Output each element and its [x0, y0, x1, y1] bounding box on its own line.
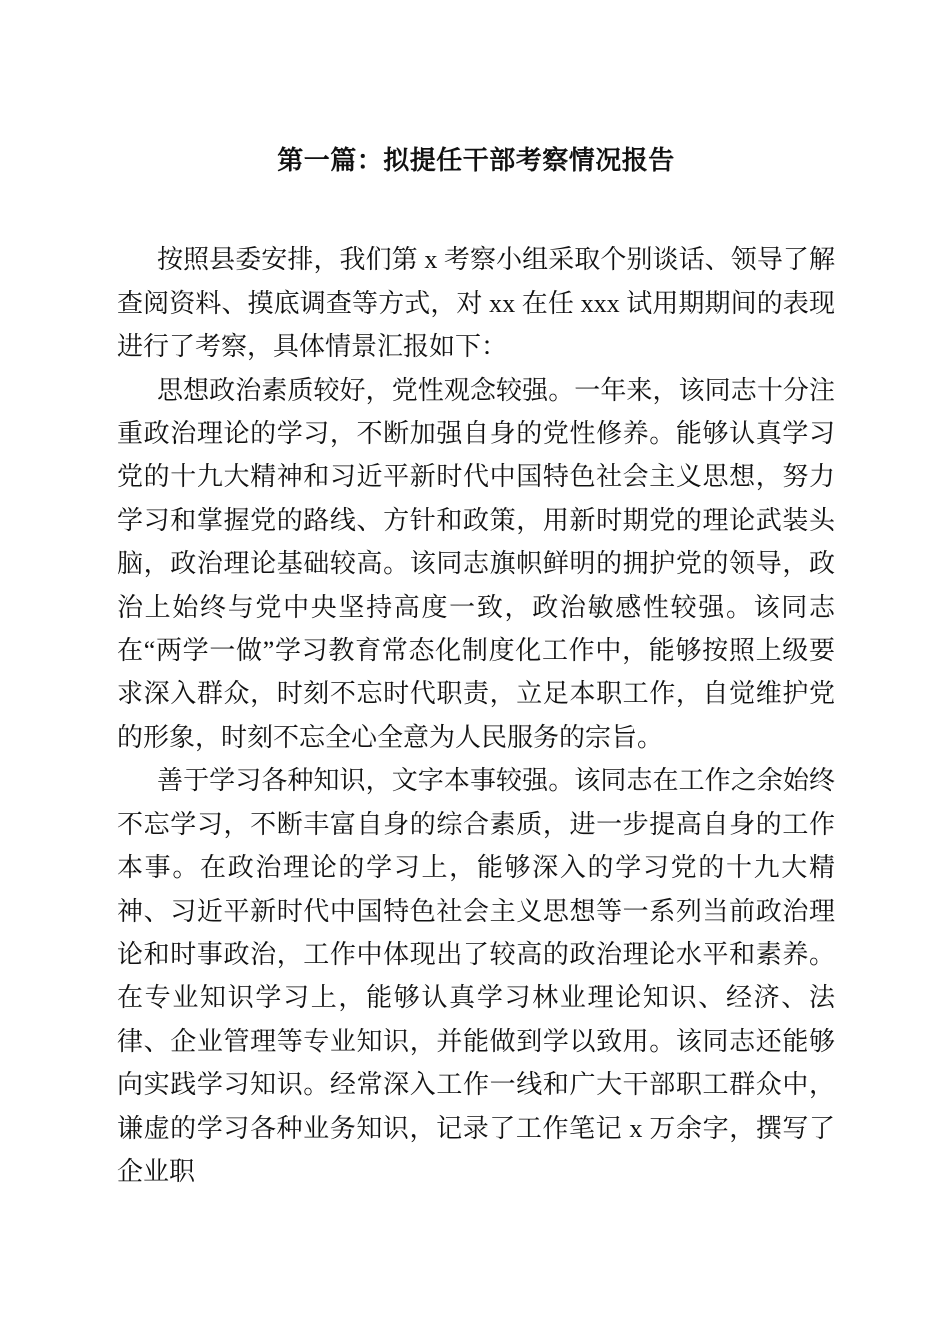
paragraph: 按照县委安排，我们第 x 考察小组采取个别谈话、领导了解查阅资料、摸底调查等方式，对 xx 在任 xxx 试用期期间的表现进行了考察，具体情景汇报如下：: [117, 245, 835, 362]
document-body: [117, 238, 835, 1193]
paragraph: 思想政治素质较好，党性观念较强。一年来，该同志十分注重政治理论的学习，不断加强自身的党性修养。能够认真学习党的十九大精神和习近平新时代中国特色社会主义思想，努力学习和掌握党的路线、方针和政策，用新时期党的理论武装头脑，政治理论基础较高。该同志旗帜鲜明的拥护党的领导，政治上始终与党中央坚持高度一致，政治敏感性较强。该同志在“两学一做”学习教育常态化制度化工作中，能够按照上级要求深入群众，时刻不忘时代职责，立足本职工作，自觉维护党的形象，时刻不忘全心全意为人民服务的宗旨。: [117, 375, 835, 752]
paragraph: 善于学习各种知识，文字本事较强。该同志在工作之余始终不忘学习，不断丰富自身的综合素质，进一步提高自身的工作本事。在政治理论的学习上，能够深入的学习党的十九大精神、习近平新时代中国特色社会主义思想等一系列当前政治理论和时事政治，工作中体现出了较高的政治理论水平和素养。在专业知识学习上，能够认真学习林业理论知识、经济、法律、企业管理等专业知识，并能做到学以致用。该同志还能够向实践学习知识。经常深入工作一线和广大干部职工群众中，谦虚的学习各种业务知识，记录了工作笔记 x 万余字，撰写了企业职: [117, 766, 835, 1186]
document-title: 第一篇：拟提任干部考察情况报告: [277, 146, 675, 175]
